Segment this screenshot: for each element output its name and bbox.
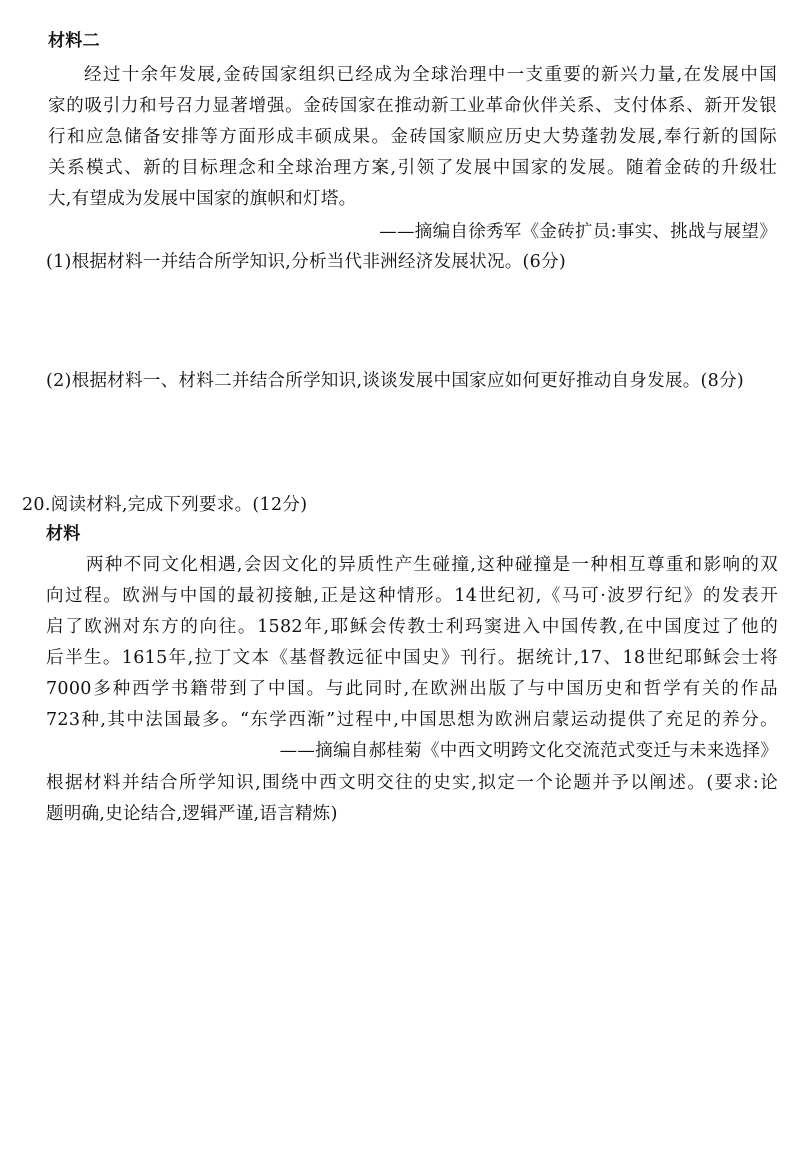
question-20-material-heading: 材料 bbox=[46, 524, 81, 544]
question-20-material-line: 723种,其中法国最多。“东学西渐”过程中,中国思想为欧洲启蒙运动提供了充足的养分。 bbox=[46, 710, 778, 730]
material-2-line: 关系模式、新的目标理念和全球治理方案,引领了发展中国家的发展。随着金砖的升级壮 bbox=[48, 158, 777, 178]
material-2-line: 经过十余年发展,金砖国家组织已经成为全球治理中一支重要的新兴力量,在发展中国 bbox=[84, 65, 777, 85]
material-2-line: 家的吸引力和号召力显著增强。金砖国家在推动新工业革命伙伴关系、支付体系、新开发银 bbox=[48, 96, 777, 116]
question-20-prompt-line: 题明确,史论结合,逻辑严谨,语言精炼) bbox=[46, 804, 338, 824]
question-20-material-line: 两种不同文化相遇,会因文化的异质性产生碰撞,这种碰撞是一种相互尊重和影响的双 bbox=[86, 555, 778, 575]
question-20-title: 20.阅读材料,完成下列要求。(12分) bbox=[22, 495, 308, 515]
material-2-source: ——摘编自徐秀军《金砖扩员:事实、挑战与展望》 bbox=[379, 222, 777, 242]
question-19-part-1: (1)根据材料一并结合所学知识,分析当代非洲经济发展状况。(6分) bbox=[46, 252, 567, 272]
question-20-prompt-line: 根据材料并结合所学知识,围绕中西文明交往的史实,拟定一个论题并予以阐述。(要求:论 bbox=[46, 773, 778, 793]
question-20-material-line: 后半生。1615年,拉丁文本《基督教远征中国史》刊行。据统计,17、18世纪耶稣会士将 bbox=[46, 648, 778, 668]
question-20-material-line: 7000多种西学书籍带到了中国。与此同时,在欧洲出版了与中国历史和哲学有关的作品 bbox=[46, 679, 778, 699]
material-2-line: 行和应急储备安排等方面形成丰硕成果。金砖国家顺应历史大势蓬勃发展,奉行新的国际 bbox=[48, 127, 777, 147]
question-20-source: ——摘编自郝桂菊《中西文明跨文化交流范式变迁与未来选择》 bbox=[279, 741, 778, 761]
material-2-line: 大,有望成为发展中国家的旗帜和灯塔。 bbox=[48, 189, 357, 209]
question-20-material-line: 启了欧洲对东方的向往。1582年,耶稣会传教士利玛窦进入中国传教,在中国度过了他的 bbox=[46, 617, 778, 637]
question-19-part-2: (2)根据材料一、材料二并结合所学知识,谈谈发展中国家应如何更好推动自身发展。(8分) bbox=[46, 371, 745, 391]
question-20-material-line: 向过程。欧洲与中国的最初接触,正是这种情形。14世纪初,《马可·波罗行纪》的发表开 bbox=[46, 586, 778, 606]
material-2-heading: 材料二 bbox=[48, 31, 100, 51]
